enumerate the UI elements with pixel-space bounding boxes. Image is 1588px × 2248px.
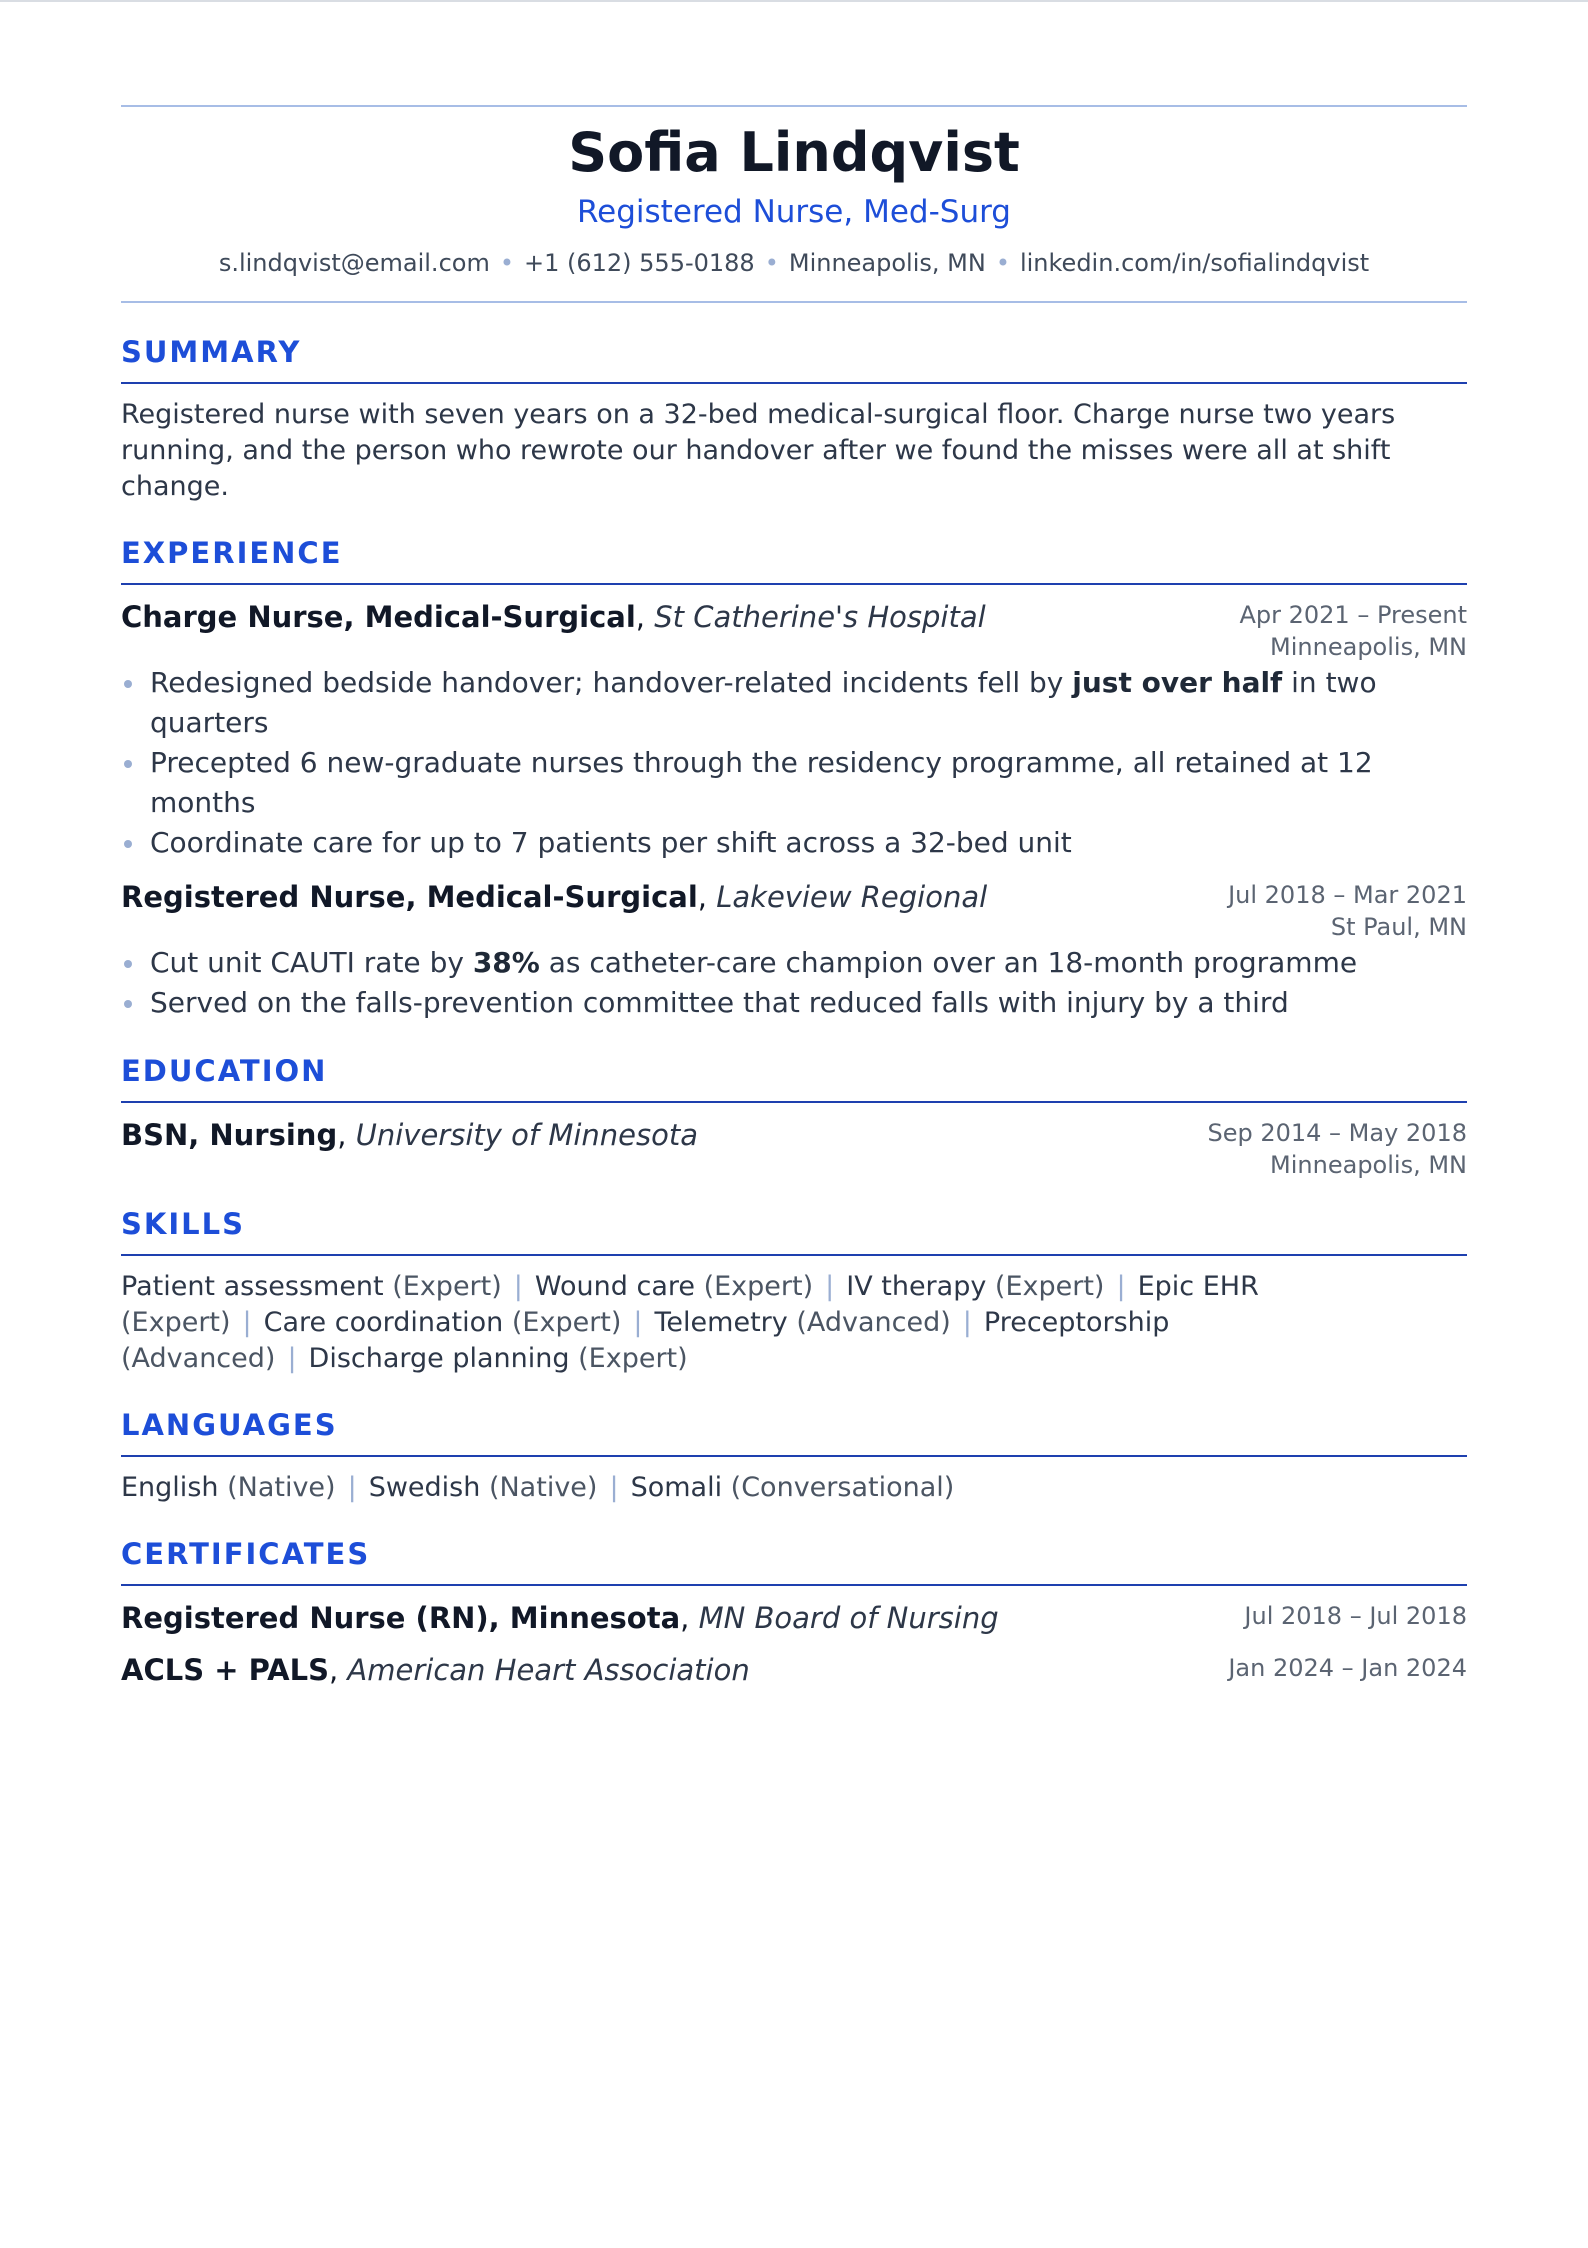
- job-role: Registered Nurse, Medical-Surgical: [121, 880, 698, 914]
- skill-name: Patient assessment: [121, 1271, 384, 1302]
- bullet-text: in two quarters: [150, 666, 1377, 739]
- education-school: University of Minnesota: [355, 1118, 698, 1152]
- section-title-skills: SKILLS: [121, 1204, 1467, 1256]
- job-bullets: [121, 943, 1467, 1023]
- language-name: Somali: [630, 1472, 723, 1503]
- section-title-experience: EXPERIENCE: [121, 533, 1467, 585]
- language-item: [631, 1472, 955, 1503]
- header-top-rule: [121, 105, 1467, 107]
- separator-bar: |: [242, 1307, 252, 1338]
- skills-list: [121, 1269, 1467, 1377]
- education-section: [121, 1051, 1467, 1183]
- skill-name: Care coordination: [263, 1307, 504, 1338]
- bullet-text: Precepted 6 new-graduate nurses through the residency programme, all retained at 12 months: [150, 746, 1373, 819]
- certificate-entry: [121, 1598, 1467, 1638]
- bullet-item: [121, 983, 1467, 1023]
- education-location: Minneapolis, MN: [1270, 1151, 1467, 1179]
- certificate-dates: Jan 2024 – Jan 2024: [1228, 1654, 1467, 1682]
- separator-dot: •: [995, 249, 1010, 277]
- section-title-education: EDUCATION: [121, 1051, 1467, 1103]
- language-item: [369, 1472, 598, 1503]
- certificate-entry: [121, 1650, 1467, 1690]
- skill-name: Telemetry: [654, 1307, 788, 1338]
- job-dates: Jul 2018 – Mar 2021: [1228, 881, 1467, 909]
- certificate-dates: Jul 2018 – Jul 2018: [1244, 1602, 1467, 1630]
- separator-bar: |: [287, 1343, 297, 1374]
- separator-dot: •: [764, 249, 779, 277]
- resume-page: [121, 0, 1467, 1690]
- skill-level: (Advanced): [796, 1307, 951, 1338]
- experience-section: [121, 533, 1467, 1023]
- education-degree: BSN, Nursing: [121, 1118, 338, 1152]
- certificate-title-line: Registered Nurse (RN), Minnesota, MN Board of Nursing: [121, 1601, 999, 1635]
- skill-item: [309, 1343, 688, 1374]
- skill-level: (Expert): [511, 1307, 622, 1338]
- job-location: Minneapolis, MN: [1270, 633, 1467, 661]
- section-title-certificates: CERTIFICATES: [121, 1534, 1467, 1586]
- contact-location: Minneapolis, MN: [788, 249, 986, 277]
- certificate-title-line: ACLS + PALS, American Heart Association: [121, 1653, 750, 1687]
- contact-linkedin[interactable]: linkedin.com/in/sofialindqvist: [1019, 249, 1370, 277]
- certificate-issuer: American Heart Association: [347, 1653, 750, 1687]
- section-title-languages: LANGUAGES: [121, 1405, 1467, 1457]
- language-level: (Native): [488, 1472, 598, 1503]
- language-name: Swedish: [368, 1472, 481, 1503]
- skill-name: Wound care: [534, 1271, 695, 1302]
- skill-level: (Expert): [121, 1307, 231, 1338]
- skill-level: (Expert): [392, 1271, 502, 1302]
- job-location: St Paul, MN: [1330, 913, 1467, 941]
- summary-text: Registered nurse with seven years on a 32-bed medical-surgical floor. Charge nurse two years running, and the person who rewrote our handover after we found the misses were all at shift change.: [121, 399, 1396, 502]
- skill-item: [535, 1271, 813, 1302]
- job-entry: [121, 597, 1467, 863]
- skill-level: (Expert): [703, 1271, 814, 1302]
- skill-level: (Advanced): [121, 1343, 276, 1374]
- education-dates: Sep 2014 – May 2018: [1207, 1119, 1467, 1147]
- skills-section: [121, 1204, 1467, 1377]
- skill-item: [846, 1271, 1104, 1302]
- bullet-item: [121, 943, 1467, 983]
- skill-item: [264, 1307, 622, 1338]
- separator-dot: •: [499, 249, 514, 277]
- bullet-text: Cut unit CAUTI rate by: [150, 946, 473, 979]
- bullet-item: [121, 663, 1467, 743]
- skill-item: [655, 1307, 951, 1338]
- job-meta: [1228, 879, 1467, 943]
- contact-email[interactable]: s.lindqvist@email.com: [218, 249, 490, 277]
- certificate-issuer: MN Board of Nursing: [698, 1601, 999, 1635]
- skill-level: (Expert): [578, 1343, 688, 1374]
- separator-bar: |: [633, 1307, 643, 1338]
- candidate-role: Registered Nurse, Med-Surg: [577, 194, 1011, 230]
- contact-phone[interactable]: +1 (612) 555-0188: [523, 249, 755, 277]
- job-meta: [1239, 599, 1467, 663]
- certificate-name: Registered Nurse (RN), Minnesota: [121, 1601, 681, 1635]
- header-bottom-rule: [121, 301, 1467, 303]
- skill-item: [121, 1271, 502, 1302]
- education-entry: [121, 1115, 1467, 1183]
- skill-name: Preceptorship: [983, 1307, 1170, 1338]
- job-title-line: Registered Nurse, Medical-Surgical, Lakeview Regional: [121, 880, 988, 914]
- candidate-name: Sofia Lindqvist: [568, 121, 1020, 184]
- languages-section: [121, 1405, 1467, 1506]
- skill-name: IV therapy: [846, 1271, 987, 1302]
- separator-bar: |: [347, 1472, 357, 1503]
- bullet-text: Served on the falls-prevention committee that reduced falls with injury by a third: [150, 986, 1289, 1019]
- job-organization: St Catherine's Hospital: [654, 600, 986, 634]
- bullet-highlight: just over half: [1072, 666, 1283, 699]
- separator-bar: |: [609, 1472, 619, 1503]
- separator-bar: |: [1116, 1271, 1126, 1302]
- skill-level: (Expert): [994, 1271, 1105, 1302]
- section-title-summary: SUMMARY: [121, 332, 1467, 384]
- bullet-text: Coordinate care for up to 7 patients per shift across a 32-bed unit: [150, 826, 1072, 859]
- certificate-name: ACLS + PALS: [121, 1653, 329, 1687]
- language-level: (Conversational): [730, 1472, 955, 1503]
- job-entry: [121, 877, 1467, 1023]
- language-item: [121, 1472, 336, 1503]
- job-role: Charge Nurse, Medical-Surgical: [121, 600, 636, 634]
- separator-bar: |: [962, 1307, 972, 1338]
- skill-name: Discharge planning: [308, 1343, 570, 1374]
- separator-bar: |: [825, 1271, 835, 1302]
- bullet-text: Redesigned bedside handover; handover-related incidents fell by: [150, 666, 1073, 699]
- languages-list: [121, 1470, 1467, 1506]
- bullet-item: [121, 823, 1467, 863]
- resume-header: [121, 121, 1467, 280]
- bullet-item: [121, 743, 1467, 823]
- job-title-line: Charge Nurse, Medical-Surgical, St Catherine's Hospital: [121, 600, 986, 634]
- certificates-section: [121, 1534, 1467, 1690]
- job-bullets: [121, 663, 1467, 863]
- language-name: English: [121, 1472, 219, 1503]
- education-meta: [1207, 1117, 1467, 1181]
- education-title-line: BSN, Nursing, University of Minnesota: [121, 1118, 698, 1152]
- job-dates: Apr 2021 – Present: [1239, 601, 1467, 629]
- bullet-text: as catheter-care champion over an 18-month programme: [539, 946, 1358, 979]
- language-level: (Native): [227, 1472, 336, 1503]
- skill-name: Epic EHR: [1137, 1271, 1259, 1302]
- separator-bar: |: [513, 1271, 523, 1302]
- summary-section: [121, 332, 1467, 505]
- job-organization: Lakeview Regional: [716, 880, 988, 914]
- bullet-highlight: 38%: [472, 946, 540, 979]
- contact-line: [121, 246, 1467, 280]
